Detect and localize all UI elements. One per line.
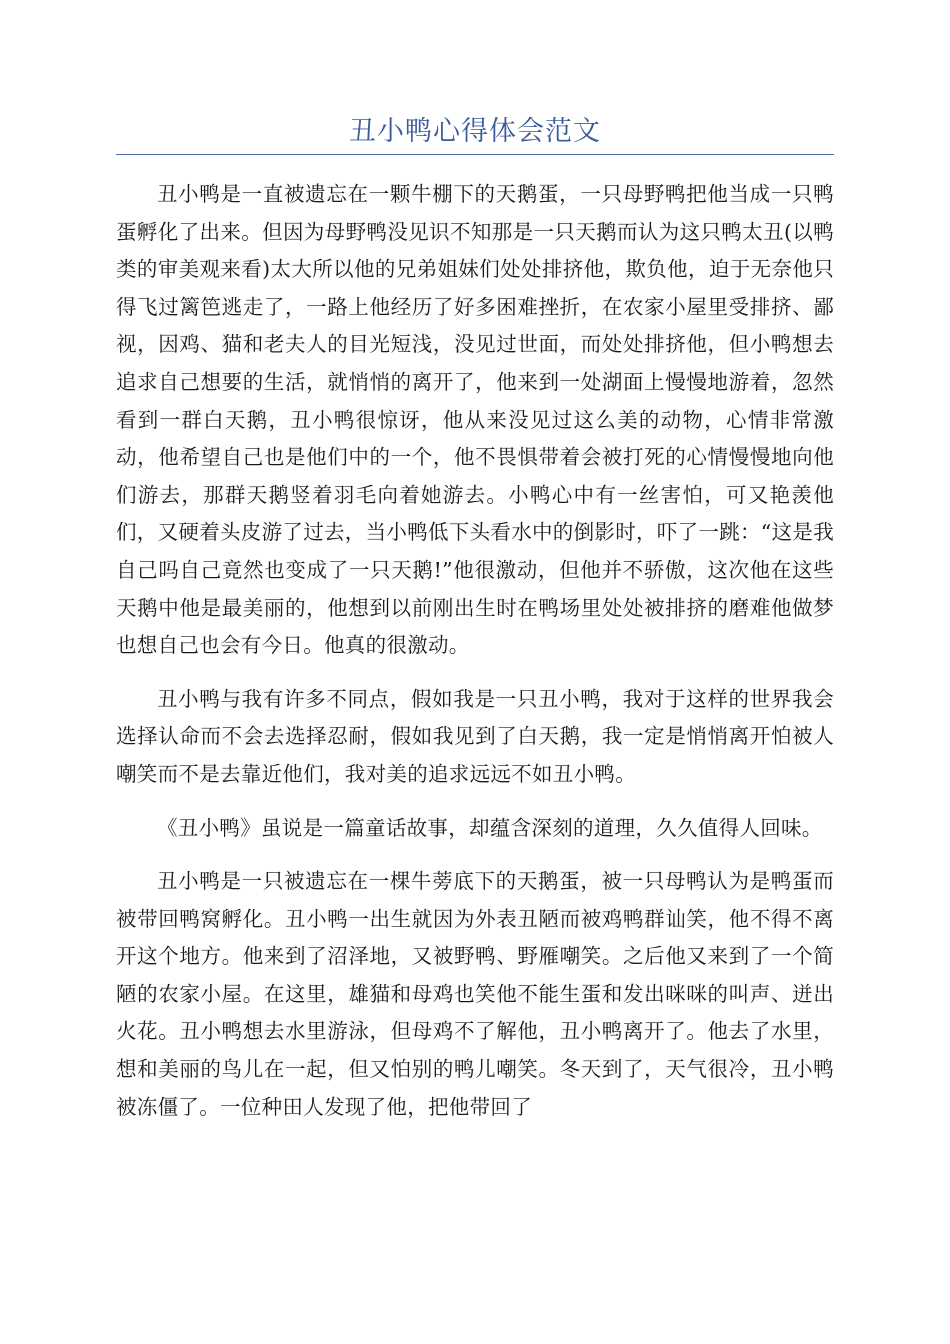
paragraph-1: 丑小鸭是一直被遗忘在一颗牛棚下的天鹅蛋，一只母野鸭把他当成一只鸭蛋孵化了出来。但因为母野鸭没见识不知那是一只天鹅而认为这只鸭太丑(以鸭类的审美观来看)太大所以他的兄弟姐妹们处处排挤他，欺负他，迫于无奈他只得飞过篱笆逃走了，一路上他经历了好多困难挫折，在农家小屋里受排挤、鄙视，因鸡、猫和老夫人的目光短浅，没见过世面，而处处排挤他，但小鸭想去追求自己想要的生活，就悄悄的离开了，他来到一处湖面上慢慢地游着，忽然看到一群白天鹅，丑小鸭很惊讶，他从来没见过这么美的动物，心情非常激动，他希望自己也是他们中的一个，他不畏惧带着会被打死的心情慢慢地向他们游去，那群天鹅竖着羽毛向着她游去。小鸭心中有一丝害怕，可又艳羡他们，又硬着头皮游了过去，当小鸭低下头看水中的倒影时，吓了一跳：“这是我自己吗自己竟然也变成了一只天鹅!”他很激动，但他并不骄傲，这次他在这些天鹅中他是最美丽的，他想到以前刚出生时在鸭场里处处被排挤的磨难他做梦也想自己也会有今日。他真的很激动。 [116, 182, 834, 658]
paragraph-4: 丑小鸭是一只被遗忘在一棵牛蒡底下的天鹅蛋，被一只母鸭认为是鸭蛋而被带回鸭窝孵化。丑小鸭一出生就因为外表丑陋而被鸡鸭群讪笑，他不得不离开这个地方。他来到了沼泽地，又被野鸭、野雁嘲笑。之后他又来到了一个简陋的农家小屋。在这里，雄猫和母鸡也笑他不能生蛋和发出咪咪的叫声、迸出火花。丑小鸭想去水里游泳，但母鸡不了解他，丑小鸭离开了。他去了水里，想和美丽的鸟儿在一起，但又怕别的鸭儿嘲笑。冬天到了，天气很冷，丑小鸭被冻僵了。一位种田人发现了他，把他带回了 [116, 869, 834, 1119]
title-underline [116, 154, 834, 155]
paragraph-3: 《丑小鸭》虽说是一篇童话故事，却蕴含深刻的道理，久久值得人回味。 [157, 815, 823, 840]
page-title: 丑小鸭心得体会范文 [349, 116, 601, 147]
paragraph-2: 丑小鸭与我有许多不同点，假如我是一只丑小鸭，我对于这样的世界我会选择认命而不会去选择忍耐，假如我见到了白天鹅，我一定是悄悄离开怕被人嘲笑而不是去靠近他们，我对美的追求远远不如丑小鸭。 [116, 686, 834, 786]
document-body [116, 176, 834, 1142]
